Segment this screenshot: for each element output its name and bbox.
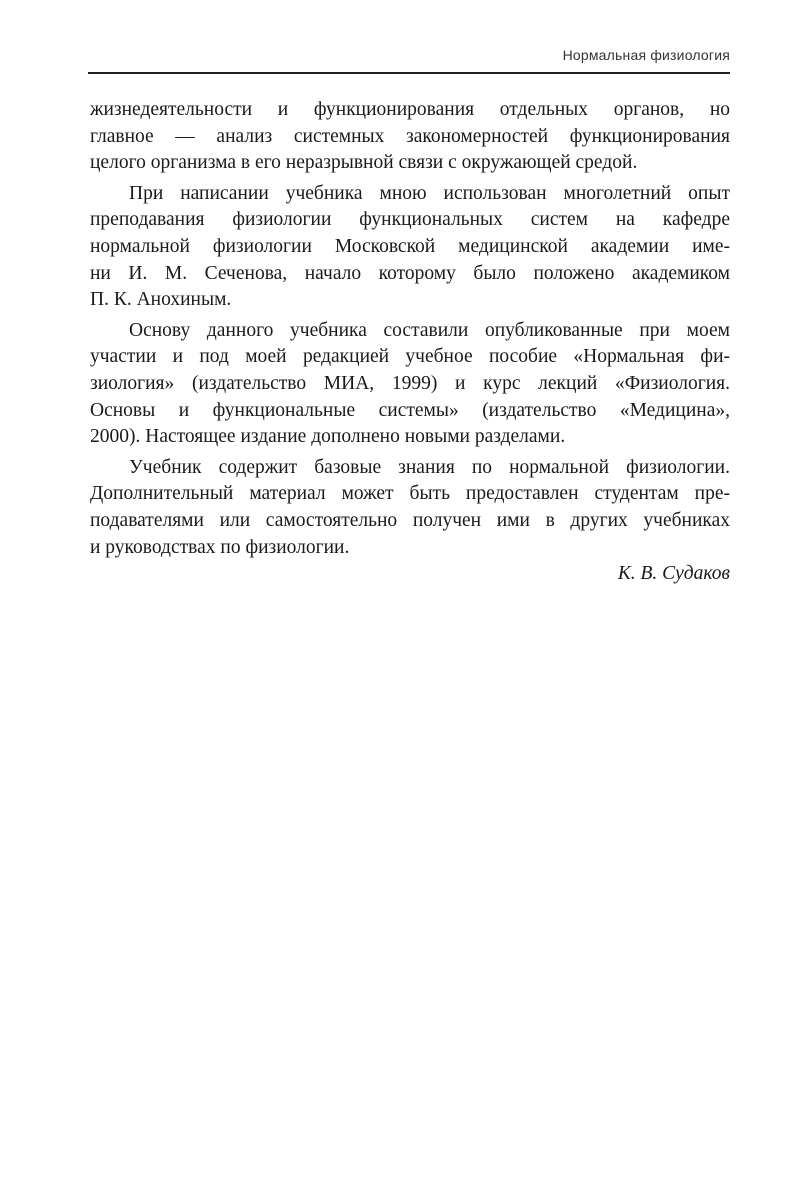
text-line: подавателями или самостоятельно получен ими в других учебниках [90, 509, 730, 531]
text-line: 2000). Настоящее издание дополнено новыми разделами. [90, 426, 566, 448]
text-line: Учебник содержит базовые знания по нормальной физиологии. [129, 456, 730, 478]
text-line: Дополнительный материал может быть предоставлен студентам пре- [90, 483, 730, 505]
paragraph-4 [90, 455, 730, 561]
text-line: жизнедеятельности и функционирования отдельных органов, но [90, 99, 730, 120]
paragraph-3 [90, 318, 730, 451]
text-line: П. К. Анохиным. [90, 289, 232, 311]
body-text [90, 97, 730, 561]
text-line: и руководствах по физиологии. [90, 536, 350, 558]
text-line: зиология» (издательство МИА, 1999) и курс лекций «Физиология. [90, 372, 730, 394]
text-line: участии и под моей редакцией учебное пособие «Нормальная фи- [90, 346, 730, 368]
author-signature: К. В. Судаков [617, 563, 730, 584]
text-line: преподавания физиологии функциональных систем на кафедре [90, 209, 730, 231]
text-line: При написании учебника мною использован многолетний опыт [129, 182, 730, 204]
text-line: Основу данного учебника составили опубликованные при моем [129, 319, 730, 341]
text-line: целого организма в его неразрывной связи с окружающей средой. [90, 152, 638, 174]
text-line: Основы и функциональные системы» (издательство «Медицина», [90, 399, 730, 421]
running-header-title: Нормальная физиология [562, 47, 730, 63]
text-line: главное — анализ системных закономерностей функционирования [90, 125, 730, 147]
text-line: нормальной физиологии Московской медицинской академии име- [90, 235, 730, 257]
paragraph-1 [90, 97, 730, 177]
text-line: ни И. М. Сеченова, начало которому было положено академиком [90, 262, 730, 284]
paragraph-2 [90, 181, 730, 314]
header-rule [88, 72, 730, 74]
